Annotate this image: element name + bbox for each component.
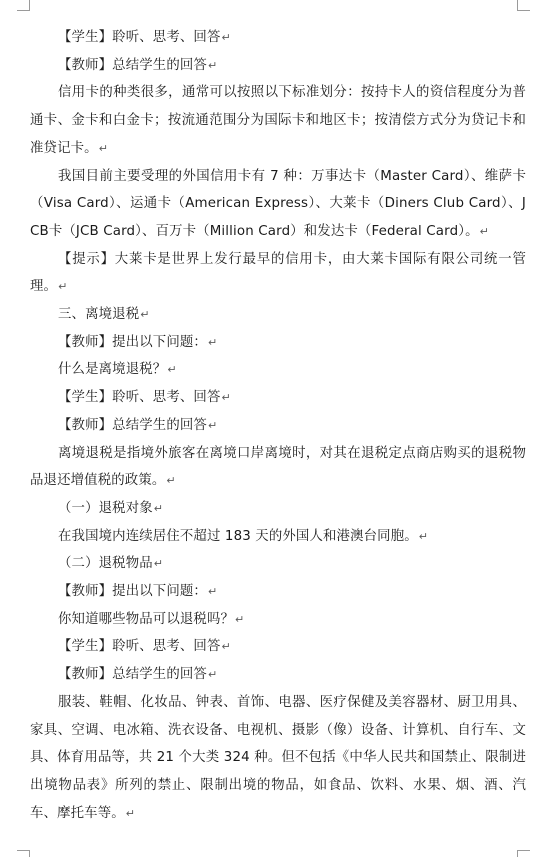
subsection-heading: （二）退税物品↵ <box>58 556 164 572</box>
paragraph-mark-icon: ↵ <box>221 640 231 654</box>
paragraph-mark-icon: ↵ <box>479 224 489 238</box>
section-heading: 三、离境退税↵ <box>58 307 150 323</box>
paragraph-mark-icon: ↵ <box>140 308 150 322</box>
page-corner-bottom-right <box>517 850 530 857</box>
paragraph-mark-icon: ↵ <box>207 335 218 349</box>
paragraph: 信用卡的种类很多，通常可以按照以下标准划分：按持卡人的资信程度分为普通卡、金卡和白金卡；按流通范围分为国际卡和地区卡；按清偿方式分为贷记卡和准贷记卡。↵ <box>30 85 526 156</box>
paragraph: 【学生】聆听、思考、回答↵ <box>58 639 231 655</box>
paragraph: 【学生】聆听、思考、回答↵ <box>58 390 231 406</box>
paragraph: 我国目前主要受理的外国信用卡有 7 种：万事达卡（Master Card）、维萨卡（Visa Card）、运通卡（American Express）、大莱卡（Diners Club Card）、JCB卡（JCB Card）、百万卡（Million Card）和发达卡（Federal Card）。↵ <box>30 168 526 239</box>
paragraph-mark-icon: ↵ <box>207 418 218 432</box>
paragraph-mark-icon: ↵ <box>207 58 218 72</box>
paragraph-mark-icon: ↵ <box>207 668 218 682</box>
paragraph-mark-icon: ↵ <box>235 612 245 626</box>
paragraph-mark-icon: ↵ <box>58 280 68 294</box>
paragraph-mark-icon: ↵ <box>153 557 164 571</box>
document-body[interactable] <box>30 24 526 827</box>
paragraph: 你知道哪些物品可以退税吗？↵ <box>58 611 245 627</box>
paragraph: 【教师】总结学生的回答↵ <box>58 57 218 73</box>
paragraph-mark-icon: ↵ <box>221 391 231 405</box>
paragraph: 【提示】大莱卡是世界上发行最早的信用卡，由大莱卡国际有限公司统一管理。↵ <box>30 251 526 295</box>
paragraph: 【教师】提出以下问题：↵ <box>58 334 218 350</box>
paragraph-mark-icon: ↵ <box>207 585 218 599</box>
paragraph: 什么是离境退税？↵ <box>58 362 177 378</box>
paragraph-mark-icon: ↵ <box>125 806 136 820</box>
paragraph: 【学生】聆听、思考、回答↵ <box>58 30 231 45</box>
paragraph: 【教师】总结学生的回答↵ <box>58 667 218 683</box>
page-corner-top-left <box>17 0 30 11</box>
paragraph-mark-icon: ↵ <box>221 31 231 44</box>
page-corner-top-right <box>517 0 530 11</box>
paragraph-mark-icon: ↵ <box>153 501 164 515</box>
paragraph: 【教师】总结学生的回答↵ <box>58 417 218 433</box>
subsection-heading: （一）退税对象↵ <box>58 500 164 516</box>
paragraph: 【教师】提出以下问题：↵ <box>58 584 218 600</box>
paragraph: 离境退税是指境外旅客在离境口岸离境时，对其在退税定点商店购买的退税物品退还增值税的政策。↵ <box>30 445 526 489</box>
paragraph-mark-icon: ↵ <box>167 363 177 377</box>
paragraph: 在我国境内连续居住不超过 183 天的外国人和港澳台同胞。↵ <box>58 528 429 544</box>
paragraph-mark-icon: ↵ <box>418 529 429 543</box>
paragraph: 服装、鞋帽、化妆品、钟表、首饰、电器、医疗保健及美容器材、厨卫用具、家具、空调、电冰箱、洗衣设备、电视机、摄影（像）设备、计算机、自行车、文具、体育用品等，共 21 个大类 324 种。但不包括《中华人民共和国禁止、限制进出境物品表》所列的禁止、限制出境的物品，如食品、饮料、水果、烟、酒、汽车、摩托车等。↵ <box>30 694 526 821</box>
paragraph-mark-icon: ↵ <box>166 474 176 488</box>
page-corner-bottom-left <box>17 850 30 857</box>
paragraph-mark-icon: ↵ <box>98 141 109 155</box>
